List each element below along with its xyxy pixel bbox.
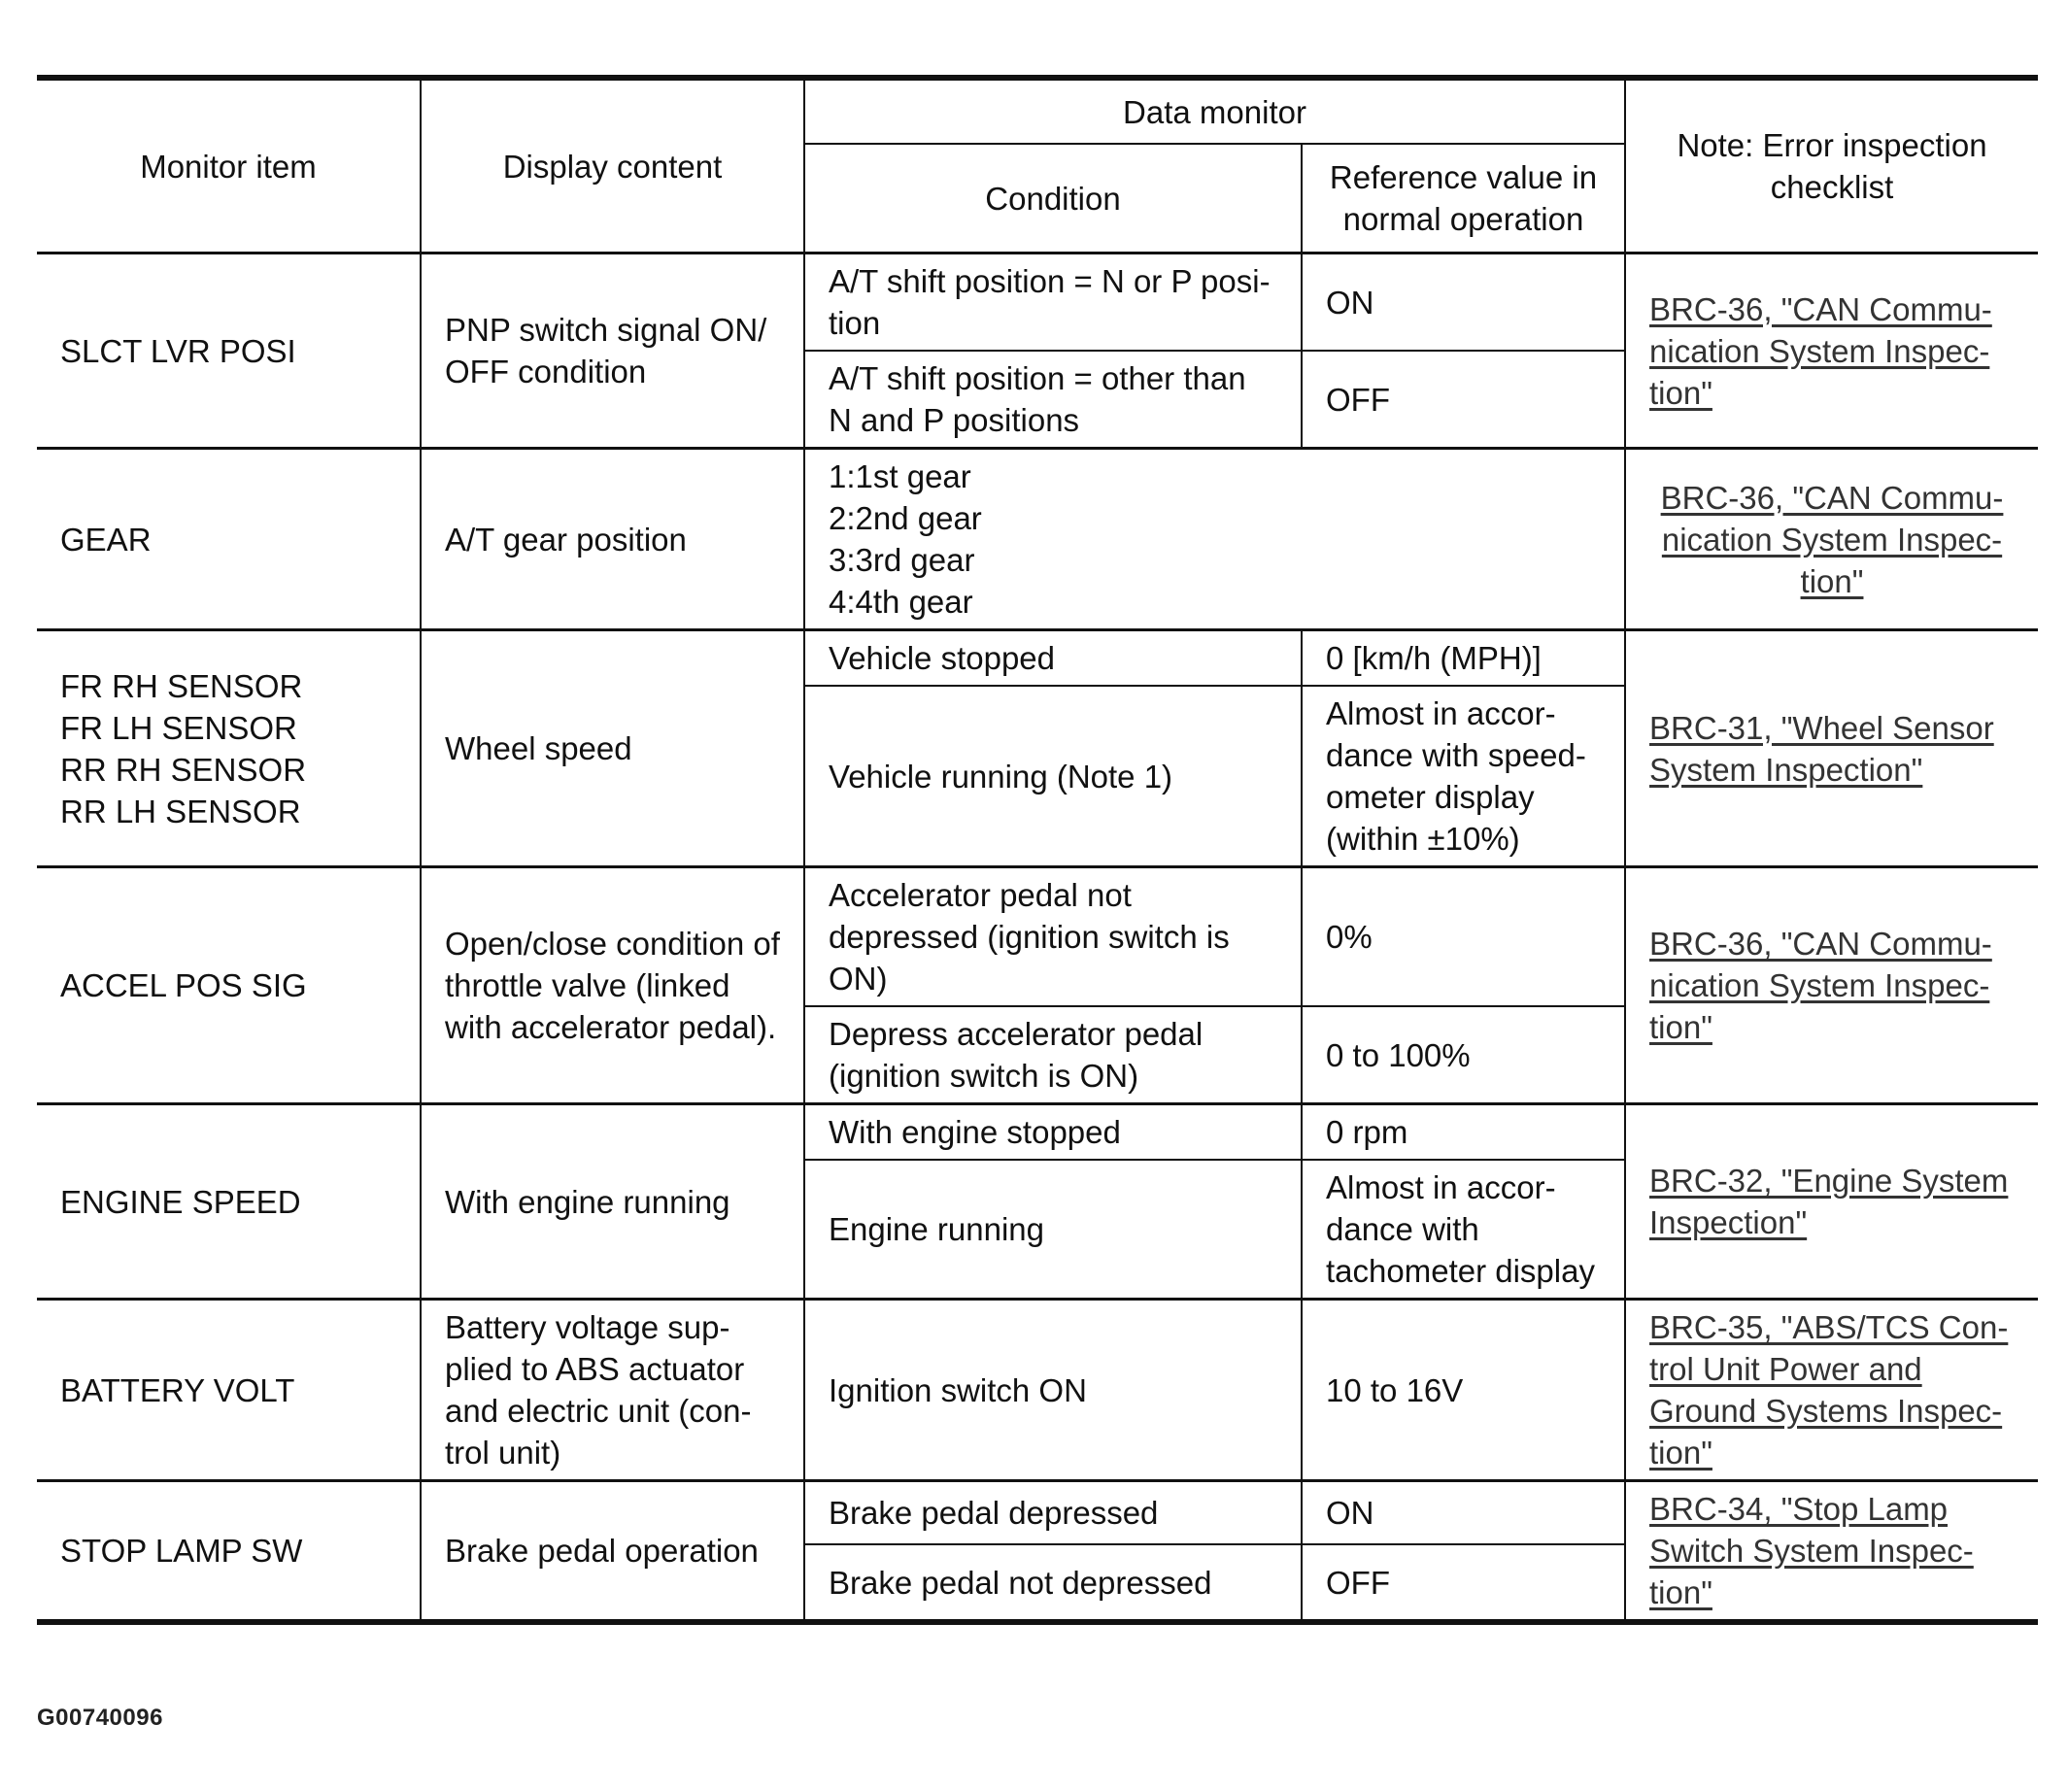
gear-line: 4:4th gear	[829, 584, 973, 620]
monitor-item-cell: ACCEL POS SIG	[37, 867, 421, 1104]
reference-value-cell: 0 [km/h (MPH)]	[1302, 630, 1625, 687]
reference-value-cell: 0 to 100%	[1302, 1006, 1625, 1104]
monitor-item-cell: SLCT LVR POSI	[37, 254, 421, 449]
monitor-item-cell: BATTERY VOLT	[37, 1300, 421, 1481]
condition-cell: Brake pedal not depressed	[804, 1544, 1302, 1622]
monitor-item-cell: ENGINE SPEED	[37, 1104, 421, 1300]
condition-cell: A/T shift position = N or P posi-tion	[804, 254, 1302, 352]
display-content-cell: Brake pedal operation	[421, 1481, 804, 1623]
figure-code: G00740096	[37, 1705, 163, 1731]
table-row	[37, 1104, 2038, 1161]
note-cell	[1625, 630, 2038, 867]
monitor-item-cell: STOP LAMP SW	[37, 1481, 421, 1623]
gear-line: 2:2nd gear	[829, 500, 982, 536]
reference-value-cell: ON	[1302, 254, 1625, 352]
display-content-cell: Wheel speed	[421, 630, 804, 867]
header-condition: Condition	[804, 144, 1302, 254]
monitor-item-cell: GEAR	[37, 449, 421, 630]
header-data-monitor: Data monitor	[804, 78, 1625, 144]
reference-value-cell: Almost in accor-dance with speed-ometer display (within ±10%)	[1302, 686, 1625, 867]
condition-cell: Vehicle running (Note 1)	[804, 686, 1302, 867]
gear-line: 1:1st gear	[829, 458, 971, 494]
note-cell	[1625, 1481, 2038, 1623]
gear-line: 3:3rd gear	[829, 542, 975, 578]
reference-value-cell: 10 to 16V	[1302, 1300, 1625, 1481]
inspection-link[interactable]: BRC-32, "Engine System Inspection"	[1649, 1163, 2009, 1240]
condition-cell: Depress accelerator pedal (ignition switch is ON)	[804, 1006, 1302, 1104]
table-row	[37, 1300, 2038, 1481]
table-row	[37, 1481, 2038, 1545]
sensor-name: FR RH SENSOR	[60, 667, 303, 704]
table-row	[37, 630, 2038, 687]
note-cell	[1625, 449, 2038, 630]
table-row	[37, 449, 2038, 630]
reference-value-cell: 0%	[1302, 867, 1625, 1007]
inspection-link[interactable]: BRC-31, "Wheel Sensor System Inspection"	[1649, 709, 1994, 788]
reference-value-cell: ON	[1302, 1481, 1625, 1545]
monitor-item-cell	[37, 630, 421, 867]
display-content-cell: PNP switch signal ON/ OFF condition	[421, 254, 804, 449]
condition-cell: Accelerator pedal not depressed (ignition switch is ON)	[804, 867, 1302, 1007]
condition-cell: With engine stopped	[804, 1104, 1302, 1161]
header-display-content: Display content	[421, 78, 804, 254]
table-row	[37, 867, 2038, 1007]
condition-cell: Brake pedal depressed	[804, 1481, 1302, 1545]
data-monitor-table	[37, 75, 2038, 1625]
condition-cell: A/T shift position = other than N and P positions	[804, 351, 1302, 449]
inspection-link[interactable]: BRC-36, "CAN Commu-nication System Inspec-tion"	[1649, 290, 1992, 411]
sensor-name: FR LH SENSOR	[60, 709, 297, 746]
note-cell	[1625, 867, 2038, 1104]
inspection-link[interactable]: BRC-34, "Stop Lamp Switch System Inspec-tion"	[1649, 1491, 1974, 1610]
header-note: Note: Error inspection checklist	[1625, 78, 2038, 254]
reference-value-cell: Almost in accor-dance with tachometer display	[1302, 1160, 1625, 1300]
display-content-cell: A/T gear position	[421, 449, 804, 630]
condition-cell: Engine running	[804, 1160, 1302, 1300]
note-cell	[1625, 1300, 2038, 1481]
header-monitor-item: Monitor item	[37, 78, 421, 254]
sensor-name: RR LH SENSOR	[60, 793, 301, 829]
note-cell	[1625, 1104, 2038, 1300]
header-reference-value: Reference value in normal operation	[1302, 144, 1625, 254]
reference-value-cell: OFF	[1302, 351, 1625, 449]
reference-value-cell: 0 rpm	[1302, 1104, 1625, 1161]
table-row	[37, 254, 2038, 352]
display-content-cell: Battery voltage sup-plied to ABS actuator and electric unit (con-trol unit)	[421, 1300, 804, 1481]
display-content-cell: With engine running	[421, 1104, 804, 1300]
condition-cell: Ignition switch ON	[804, 1300, 1302, 1481]
note-cell	[1625, 254, 2038, 449]
display-content-cell: Open/close condition of throttle valve (linked with accelerator pedal).	[421, 867, 804, 1104]
gear-list-cell	[804, 449, 1625, 630]
condition-cell: Vehicle stopped	[804, 630, 1302, 687]
reference-value-cell: OFF	[1302, 1544, 1625, 1622]
inspection-link[interactable]: BRC-36, "CAN Commu-nication System Inspec-tion"	[1649, 926, 1992, 1045]
inspection-link[interactable]: BRC-36, "CAN Commu-nication System Inspec-tion"	[1660, 479, 2004, 599]
monitor-table-sheet	[37, 75, 2038, 1625]
inspection-link[interactable]: BRC-35, "ABS/TCS Con-trol Unit Power and Ground Systems Inspec-tion"	[1649, 1309, 2009, 1471]
sensor-name: RR RH SENSOR	[60, 751, 307, 788]
